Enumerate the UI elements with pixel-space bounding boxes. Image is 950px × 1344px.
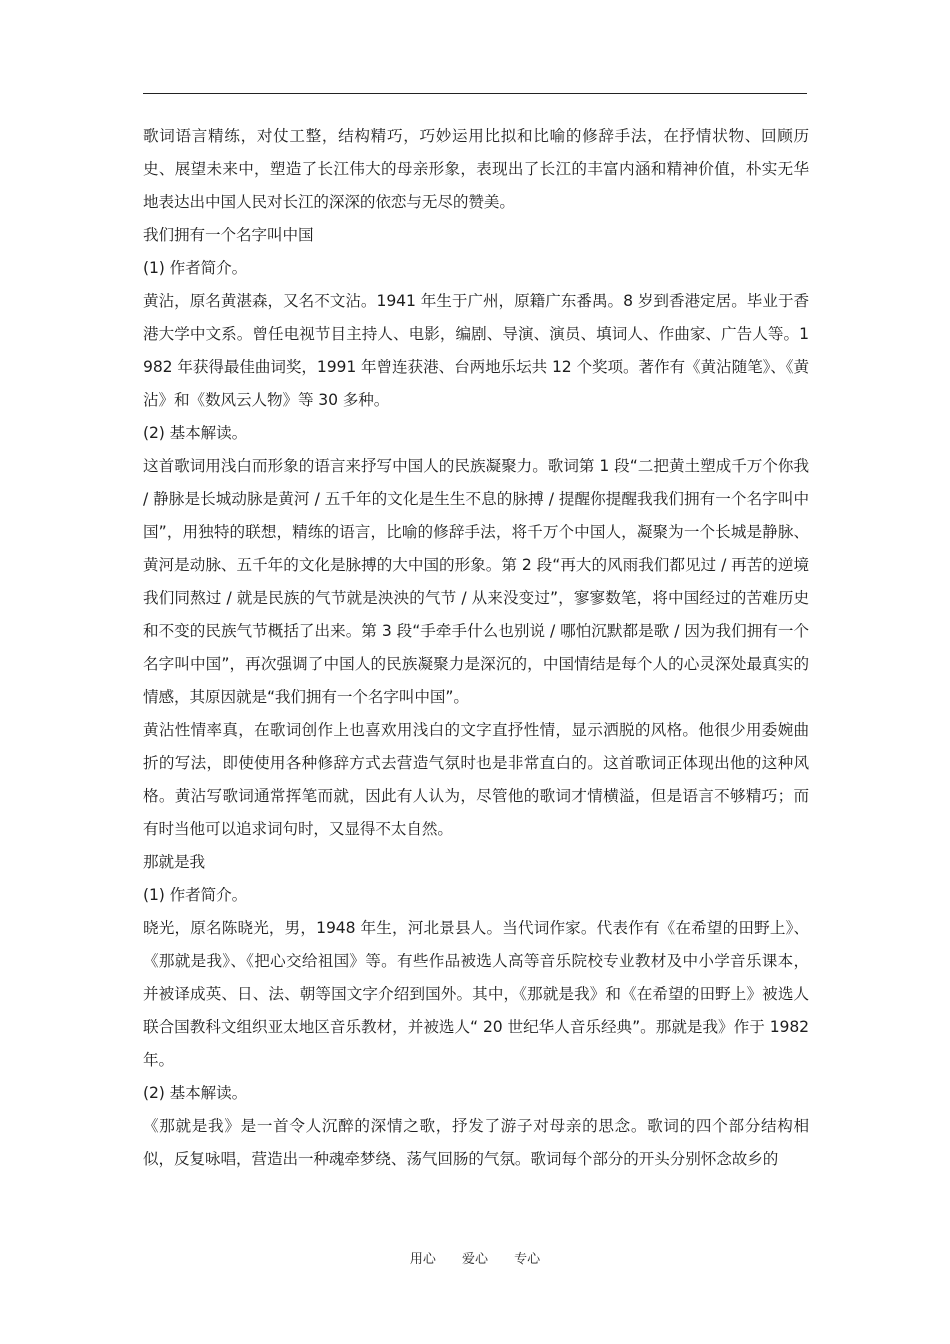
subheading-author-intro: (1) 作者简介。 [143,259,248,277]
paragraph-zhongguo-analysis: 这首歌词用浅白而形象的语言来抒写中国人的民族凝聚力。歌词第 1 段“二把黄土塑成千万个你我 / 静脉是长城动脉是黄河 / 五千年的文化是生生不息的脉搏 / 提醒你提醒我我们拥有一个名字叫中国”，用独特的联想，精练的语言，比喻的修辞手法，将千万个中国人，凝聚为一个长城是静脉、黄河是动脉、五千年的文化是脉搏的大中国的形象。第 2 段“再大的风雨我们都见过 / 再苦的逆境我们同熬过 / 就是民族的气节就是泱泱的气节 / 从来没变过”，寥寥数笔，将中国经过的苦难历史和不变的民族气节概括了出来。第 3 段“手牵手什么也别说 / 哪怕沉默都是歌 / 因为我们拥有一个名字叫中国”，再次强调了中国人的民族凝聚力是深沉的，中国情结是每个人的心灵深处最真实的情感，其原因就是“我们拥有一个名字叫中国”。 [143,457,809,706]
paragraph-changjiang-summary: 歌词语言精练，对仗工整，结构精巧，巧妙运用比拟和比喻的修辞手法，在抒情状物、回顾历史、展望未来中，塑造了长江伟大的母亲形象，表现出了长江的丰富内涵和精神价值，朴实无华地表达出中国人民对长江的深深的依恋与无尽的赞美。 [143,127,809,211]
body-text [143,120,809,1176]
subheading-basic-reading-2: (2) 基本解读。 [143,1084,248,1102]
subheading-basic-reading: (2) 基本解读。 [143,424,248,442]
subheading-author-intro-2: (1) 作者简介。 [143,886,248,904]
paragraph-huangzhan-style: 黄沾性情率真，在歌词创作上也喜欢用浅白的文字直抒性情，显示洒脱的风格。他很少用委婉曲折的写法，即使使用各种修辞方式去营造气氛时也是非常直白的。这首歌词正体现出他的这种风格。黄沾写歌词通常挥笔而就，因此有人认为，尽管他的歌词才情横溢，但是语言不够精巧；而有时当他可以追求词句时，又显得不太自然。 [143,721,809,838]
paragraph-xiaoguang-bio: 晓光，原名陈晓光，男，1948 年生，河北景县人。当代词作家。代表作有《在希望的田野上》、《那就是我》、《把心交给祖国》等。有些作品被选人高等音乐院校专业教材及中小学音乐课本，并被译成英、日、法、朝等国文字介绍到国外。其中，《那就是我》和《在希望的田野上》被选人联合国教科文组织亚太地区音乐教材，并被选人“ 20 世纪华人音乐经典”。那就是我》作于 1982 年。 [143,919,809,1069]
footer-word-2: 爱心 [461,1252,488,1267]
footer-word-3: 专心 [514,1252,541,1267]
page-footer [0,1248,950,1267]
section-heading-najiushiwo: 那就是我 [143,853,205,871]
paragraph-najiushiwo-analysis: 《那就是我》是一首令人沉醉的深情之歌，抒发了游子对母亲的思念。歌词的四个部分结构相似，反复咏唱，营造出一种魂牵梦绕、荡气回肠的气氛。歌词每个部分的开头分别怀念故乡的 [143,1117,809,1168]
paragraph-huangzhan-bio: 黄沾，原名黄湛森，又名不文沾。1941 年生于广州，原籍广东番禺。8 岁到香港定居。毕业于香港大学中文系。曾任电视节目主持人、电影，编剧、导演、演员、填词人、作曲家、广告人等。1982 年获得最佳曲词奖，1991 年曾连获港、台两地乐坛共 12 个奖项。著作有《黄沾随笔》、《黄沾》和《数风云人物》等 30 多种。 [143,292,809,409]
footer-word-1: 用心 [409,1252,436,1267]
header-divider [143,93,807,94]
section-heading-zhongguo: 我们拥有一个名字叫中国 [143,226,314,244]
